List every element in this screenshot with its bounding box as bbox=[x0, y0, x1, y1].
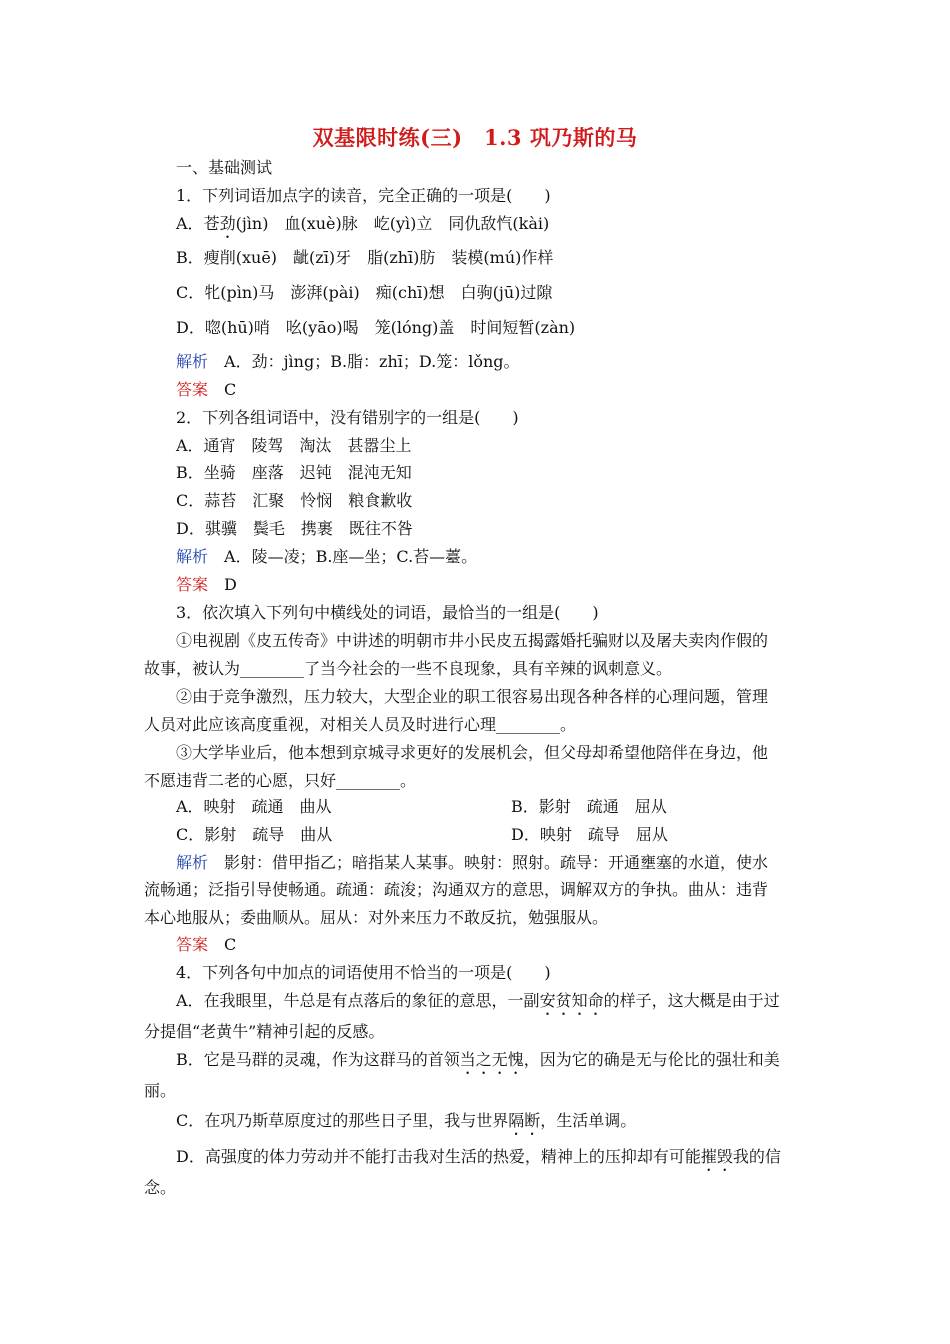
q3-analysis: 解析 影射：借甲指乙；暗指某人某事。映射：照射。疏导：开通壅塞的水道，使水 bbox=[176, 853, 769, 872]
answer-label: 答案 bbox=[176, 380, 209, 399]
q1-stem: 1．下列词语加点字的读音，完全正确的一项是( ) bbox=[176, 186, 551, 205]
q4-option-b: B．它是马群的灵魂，作为这群马的首领当之无愧，因为它的确是无与伦比的强壮和美 bbox=[176, 1050, 780, 1069]
analysis-label: 解析 bbox=[176, 853, 209, 872]
answer-label: 答案 bbox=[176, 575, 209, 594]
q3-analysis-cont-1: 流畅通；泛指引导使畅通。疏通：疏浚；沟通双方的意思，调解双方的争执。曲从：违背 bbox=[144, 880, 769, 899]
q3-stem: 3．依次填入下列句中横线处的词语，最恰当的一组是( ) bbox=[176, 603, 599, 622]
q2-stem: 2．下列各组词语中，没有错别字的一组是( ) bbox=[176, 408, 519, 427]
q2-option-c: C．蒜苔 汇聚 怜悯 粮食歉收 bbox=[176, 491, 413, 510]
q1-analysis: 解析 A．劲：jìng；B.脂：zhī；D.笼：lǒng。 bbox=[176, 352, 520, 371]
q4-option-b-cont: 丽。 bbox=[144, 1081, 177, 1100]
q3-option-c: C．影射 疏导 曲从 bbox=[176, 825, 333, 844]
q4-option-d: D．高强度的体力劳动并不能打击我对生活的热爱，精神上的压抑却有可能摧毁我的信 bbox=[176, 1147, 781, 1166]
section-heading: 一、基础测试 bbox=[176, 158, 273, 177]
q3-option-a: A．映射 疏通 曲从 bbox=[176, 797, 332, 816]
q1-option-b: B．瘦削(xuē) 龇(zī)牙 脂(zhī)肪 装模(mú)作样 bbox=[176, 248, 554, 267]
dotted-phrase: 当之无愧 bbox=[459, 1050, 524, 1069]
q2-option-d: D．骐骥 鬓毛 携裹 既往不咎 bbox=[176, 519, 413, 538]
q1-option-c: C．牝(pìn)马 澎湃(pài) 痴(chī)想 白驹(jū)过隙 bbox=[176, 283, 553, 302]
q1-option-d: D．唿(hū)哨 吆(yāo)喝 笼(lóng)盖 时间短暂(zàn) bbox=[176, 318, 576, 337]
q3-option-d: D．映射 疏导 屈从 bbox=[511, 825, 668, 844]
q2-option-a: A．通宵 陵驾 淘汰 甚嚣尘上 bbox=[176, 436, 412, 455]
q3-sentence-2-cont: 人员对此应该高度重视，对相关人员及时进行心理________。 bbox=[144, 715, 577, 734]
q2-analysis: 解析 A．陵—凌；B.座—坐；C.苔—薹。 bbox=[176, 547, 478, 566]
dotted-phrase: 隔断 bbox=[508, 1111, 541, 1130]
q3-sentence-2: ②由于竞争激烈，压力较大，大型企业的职工很容易出现各种各样的心理问题，管理 bbox=[176, 687, 769, 706]
analysis-label: 解析 bbox=[176, 352, 209, 371]
dotted-phrase: 摧毁 bbox=[700, 1147, 733, 1166]
q2-answer: 答案 D bbox=[176, 575, 237, 594]
q4-option-a-cont: 分提倡“老黄牛”精神引起的反感。 bbox=[144, 1022, 385, 1041]
q3-sentence-3: ③大学毕业后，他本想到京城寻求更好的发展机会，但父母却希望他陪伴在身边，他 bbox=[176, 743, 769, 762]
q3-analysis-cont-2: 本心地服从；委曲顺从。屈从：对外来压力不敢反抗，勉强服从。 bbox=[144, 908, 609, 927]
page-title: 双基限时练(三) 1.3 巩乃斯的马 bbox=[312, 125, 638, 150]
answer-label: 答案 bbox=[176, 935, 209, 954]
q3-answer: 答案 C bbox=[176, 935, 237, 954]
q4-stem: 4．下列各句中加点的词语使用不恰当的一项是( ) bbox=[176, 963, 551, 982]
q1-option-a: A．苍劲(jìn) 血(xuè)脉 屹(yì)立 同仇敌忾(kài) bbox=[176, 214, 550, 233]
q3-sentence-1: ①电视剧《皮五传奇》中讲述的明朝市井小民皮五揭露婚托骗财以及屠夫卖肉作假的 bbox=[176, 631, 769, 650]
q1-answer: 答案 C bbox=[176, 380, 237, 399]
q3-sentence-3-cont: 不愿违背二老的心愿，只好________。 bbox=[144, 771, 417, 790]
analysis-label: 解析 bbox=[176, 547, 209, 566]
q4-option-a: A．在我眼里，牛总是有点落后的象征的意思，一副安贫知命的样子，这大概是由于过 bbox=[176, 991, 780, 1010]
q4-option-c: C．在巩乃斯草原度过的那些日子里，我与世界隔断，生活单调。 bbox=[176, 1111, 637, 1130]
q2-option-b: B．坐骑 座落 迟钝 混沌无知 bbox=[176, 463, 412, 482]
q4-option-d-cont: 念。 bbox=[144, 1178, 177, 1197]
dotted-phrase: 安贫知命 bbox=[539, 991, 604, 1010]
q3-option-b: B．影射 疏通 屈从 bbox=[511, 797, 667, 816]
q3-sentence-1-cont: 故事，被认为________了当今社会的一些不良现象，具有辛辣的讽刺意义。 bbox=[144, 659, 673, 678]
